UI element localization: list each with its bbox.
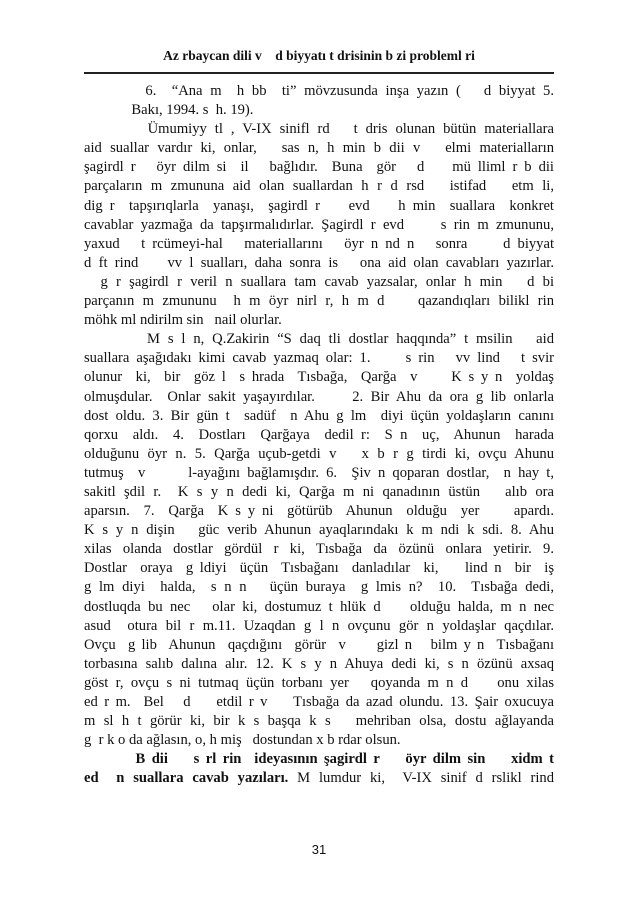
text-line: aparsın. 7. Qarğa K s y ni götürüb Ahunun olduğu yer apardı. xyxy=(84,503,554,520)
text-line: möhk ml ndirilm sin nail olurlar. xyxy=(84,312,282,329)
text-line: Bakı, 1994. s h. 19). xyxy=(84,102,254,119)
text-line: d ft rind vv l sualları, daha sonra is ona aid olan cavabları yazırlar. xyxy=(84,254,554,271)
text-line: olunur ki, bir göz l s hrada Tısbağa, Qarğa v K s y n yoldaş xyxy=(84,369,554,386)
text-line: dost oldu. 3. Bir gün t sadüf n Ahu g lm diyi üçün yoldaşların canını xyxy=(84,407,554,424)
text-line: dig r tapşırıqlarla yanaşı, şagirdl r evd h min suallara konkret xyxy=(84,197,554,214)
text-line: parçanın m zmununu h m öyr nirl r, h m d qazandıqları bilikl rin xyxy=(84,293,554,310)
text-line: göst r, ovçu s ni tutmaq üçün torbanı yer qoyanda m n d onu xilas xyxy=(84,674,554,691)
text-line: şagirdl r öyr dilm si il bağlıdır. Buna gör d mü lliml r b dii xyxy=(84,159,554,176)
text-line: asud otura bil r m.11. Uzaqdan g l n ovçunu gör n yoldaşlar qaçdılar. xyxy=(84,617,554,634)
text-line: g lm diyi halda, s n n üçün buraya g lmis n? 10. Tısbağa dedi, xyxy=(84,579,554,596)
text-line: Ümumiyy tl , V-IX sinifl rd t dris olunan bütün materiallara xyxy=(84,121,554,138)
text-line: xilas olanda dostlar gördül r ki, Tısbağa da özünü onlara yetirir. 9. xyxy=(84,541,554,558)
text-line: sakitl şdil r. K s y n dedi ki, Qarğa m ni qanadının üstün alıb ora xyxy=(84,483,554,500)
body-text xyxy=(84,82,554,788)
text-line: olmuşdular. Onlar sakit yaşayırdılar. 2. Bir Ahu da ora g lib onlarla xyxy=(84,388,554,405)
text-line: g r k o da ağlasın, o, h miş dostundan x b rdar olsun. xyxy=(84,732,401,749)
text-line: parçaların m zmununa aid olan suallardan h r d rsd istifad etm li, xyxy=(84,178,554,195)
text-line: suallara aşağıdakı kimi cavab yazmaq olar: 1. s rin vv lind t svir xyxy=(84,350,554,367)
text-line: 6. “Ana m h bb ti” mövzusunda inşa yazın ( d biyyat 5. xyxy=(84,83,554,99)
running-header: Az rbaycan dili v d biyyatı t drisinin b zi probleml ri xyxy=(163,48,475,63)
text-line: ed r m. Bel d etdil r v Tısbağa da azad olundu. 13. Şair oxucuya xyxy=(84,694,554,710)
text-line: dostluqda bu nec olar ki, dostumuz t hlük d olduğu halda, m n nec xyxy=(84,598,554,615)
text-line: K s y n dişin güc verib Ahunun ayaqlarındakı k m ndi k sdi. 8. Ahu xyxy=(84,522,554,539)
mixed-line xyxy=(84,769,554,788)
text-line: tutmuş v l-ayağını bağlamışdır. 6. Şiv n qoparan dostlar, n hay t, xyxy=(84,464,554,481)
text-line: M s l n, Q.Zakirin “S daq tli dostlar haqqında” t msilin aid xyxy=(84,331,554,348)
text-line: yaxud t rcümeyi-hal materiallarını öyr n nd n sonra d biyyat xyxy=(84,235,554,252)
text-line: aid suallar vardır ki, onlar, sas n, h min b dii v elmi materialların xyxy=(84,140,554,157)
header-rule xyxy=(84,72,554,74)
text-line: olduğunu öyr n. 5. Qarğa uçub-getdi v x b r g tirdi ki, ovçu Ahunu xyxy=(84,445,554,462)
text-line: Ovçu g lib Ahunun qaçdığını görür v gizl n bilm y n Tısbağanı xyxy=(84,636,554,653)
bold-heading-line: B dii s rl rin ideyasının şagirdl r öyr dilm sin xidm t xyxy=(84,751,554,768)
text-line: torbasına salıb dalına alır. 12. K s y n Ahuya dedi ki, s n özünü axsaq xyxy=(84,655,554,672)
text-line: m sl h t görür ki, bir k s başqa k s mehriban olsa, dostu ağlayanda xyxy=(84,713,554,730)
text-continuation: M lumdur ki, V-IX sinif d rslikl rind xyxy=(288,770,554,787)
text-line: g r şagirdl r veril n suallara tam cavab yazsalar, onlar h min d bi xyxy=(84,273,554,290)
page-number: 31 xyxy=(311,842,327,857)
text-line: cavablar yazmağa da tapşırmalıdırlar. Şagirdl r evd s rin m zmununu, xyxy=(84,216,554,233)
bold-heading-continuation: ed n suallara cavab yazıları. xyxy=(84,770,289,787)
text-line: Dostlar oraya g ldiyi üçün Tısbağanı danladılar ki, lind n bir iş xyxy=(84,560,554,577)
text-line: qorxu aldı. 4. Dostları Qarğaya dedil r: S n uç, Ahunun harada xyxy=(84,426,554,443)
